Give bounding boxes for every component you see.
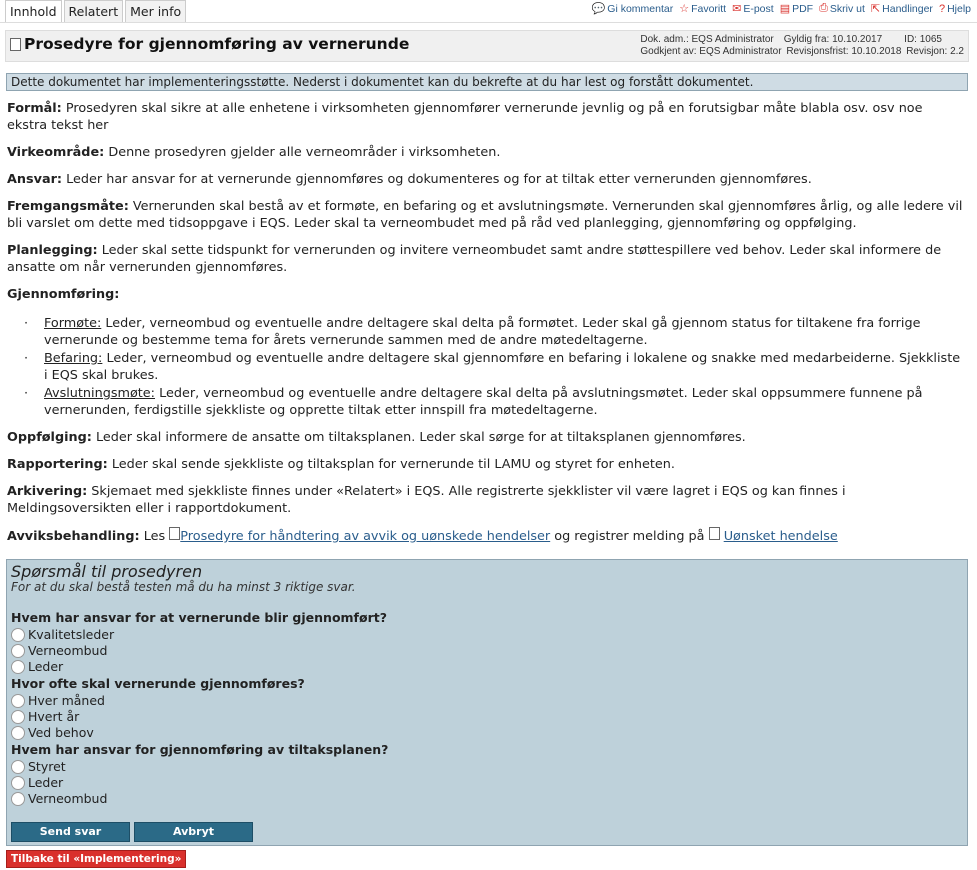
answer-option[interactable] xyxy=(11,627,114,642)
option-label: Ved behov xyxy=(28,725,94,740)
document-icon xyxy=(169,527,180,540)
document-icon xyxy=(10,38,21,51)
meta-revisjon: Revisjon: 2.2 xyxy=(906,46,964,57)
comment-icon: 💬 xyxy=(591,3,606,15)
document-meta xyxy=(640,34,964,58)
section-fremgangsmate xyxy=(7,198,963,232)
tab-innhold[interactable]: Innhold xyxy=(5,0,62,22)
action-label: PDF xyxy=(792,2,814,15)
option-label: Hvert år xyxy=(28,709,80,724)
option-label: Kvalitetsleder xyxy=(28,627,115,642)
answer-option[interactable] xyxy=(11,693,105,708)
list-text: Leder, verneombud og eventuelle andre deltagere skal delta på avslutningsmøtet. Leder skal oppsummere funnene på vernerunden, ferdigstille sjekkliste og opprette tiltak etter innspill fra møtedeltagerne. xyxy=(44,386,923,418)
radio-button[interactable] xyxy=(11,628,25,642)
radio-button[interactable] xyxy=(11,644,25,658)
cancel-button[interactable]: Avbryt xyxy=(134,822,253,842)
quiz-panel xyxy=(6,559,968,846)
page-title xyxy=(10,35,409,53)
document-content xyxy=(7,100,963,555)
meta-godkjent: Godkjent av: EQS Administrator xyxy=(640,46,782,57)
skriv-ut-link[interactable] xyxy=(819,2,865,15)
meta-gyldig: Gyldig fra: 10.10.2017 xyxy=(783,34,883,45)
meta-revisjonsfrist: Revisjonsfrist: 10.10.2018 xyxy=(786,46,902,57)
section-rapportering xyxy=(7,456,963,473)
section-text: Leder skal sende sjekkliste og tiltaksplan for vernerunde til LAMU og styret for enheten. xyxy=(111,457,675,472)
question-3: Hvem har ansvar for gjennomføring av tiltaksplanen? xyxy=(11,742,389,757)
handlinger-link[interactable] xyxy=(871,2,933,15)
action-label: Favoritt xyxy=(691,2,727,15)
implementation-notice: Dette dokumentet har implementeringsstøtte. Nederst i dokumentet kan du bekrefte at du har lest og forstått dokumentet. xyxy=(6,73,968,91)
gi-kommentar-link[interactable] xyxy=(592,2,674,15)
option-label: Verneombud xyxy=(28,643,108,658)
list-item xyxy=(44,385,963,419)
uonsket-hendelse-link[interactable]: Uønsket hendelse xyxy=(723,529,838,544)
section-avviksbehandling xyxy=(7,527,963,545)
tab-bar xyxy=(5,0,188,22)
section-label: Oppfølging: xyxy=(7,430,92,445)
option-label: Leder xyxy=(28,659,64,674)
section-label: Avviksbehandling: xyxy=(7,529,140,544)
tab-mer-info[interactable]: Mer info xyxy=(125,0,186,22)
radio-button[interactable] xyxy=(11,726,25,740)
answer-option[interactable] xyxy=(11,775,63,790)
star-icon: ☆ xyxy=(679,3,690,15)
section-label: Formål: xyxy=(7,101,62,116)
answer-option[interactable] xyxy=(11,659,63,674)
send-answer-button[interactable]: Send svar xyxy=(11,822,130,842)
hjelp-link[interactable] xyxy=(939,2,971,15)
mail-icon: ✉ xyxy=(732,3,742,15)
answer-option[interactable] xyxy=(11,759,66,774)
section-label: Planlegging: xyxy=(7,243,98,258)
section-formal xyxy=(7,100,963,134)
gjennomforing-list xyxy=(7,315,963,419)
question-1: Hvem har ansvar for at vernerunde blir gjennomført? xyxy=(11,610,387,625)
answer-option[interactable] xyxy=(11,725,94,740)
radio-button[interactable] xyxy=(11,792,25,806)
tab-relatert[interactable]: Relatert xyxy=(64,0,124,22)
section-planlegging xyxy=(7,242,963,276)
favoritt-link[interactable] xyxy=(679,2,726,15)
radio-button[interactable] xyxy=(11,660,25,674)
tab-divider xyxy=(0,22,977,23)
section-text: Leder har ansvar for at vernerunde gjennomføres og dokumenteres og for at tiltak etter vernerunden gjennomføres. xyxy=(66,172,812,187)
action-label: Gi kommentar xyxy=(607,2,674,15)
action-label: Hjelp xyxy=(947,2,971,15)
option-label: Hver måned xyxy=(28,693,105,708)
list-item xyxy=(44,350,963,384)
section-label: Rapportering: xyxy=(7,457,108,472)
section-label: Gjennomføring: xyxy=(7,287,120,302)
option-label: Styret xyxy=(28,759,66,774)
help-icon: ? xyxy=(938,2,946,15)
list-term: Befaring: xyxy=(44,351,103,366)
pdf-icon: ▤ xyxy=(779,3,791,15)
form-icon xyxy=(709,527,720,540)
back-to-implementation-button[interactable]: Tilbake til «Implementering» xyxy=(6,850,186,868)
section-text: Vernerunden skal bestå av et formøte, en befaring og et avslutningsmøte. Vernerunden skal gjennomføres årlig, og alle ledere vil bli varslet om dette med tidsoppgave i EQS. Leder skal ta verneombudet med på råd ved planlegging, gjennomføring og oppfølging. xyxy=(7,199,963,231)
answer-option[interactable] xyxy=(11,791,107,806)
action-bar xyxy=(592,2,971,15)
section-oppfolging xyxy=(7,429,963,446)
section-arkivering xyxy=(7,483,963,517)
section-virkeomrade xyxy=(7,144,963,161)
section-text: Prosedyren skal sikre at alle enhetene i virksomheten gjennomfører vernerunde jevnlig og på en forutsigbar måte blabla osv. osv noe ekstra tekst her xyxy=(7,101,923,133)
section-text: Leder skal sette tidspunkt for vernerunden og invitere verneombudet samt andre støttespillere ved behov. Leder skal informere de ansatte om når vernerunden gjennomføres. xyxy=(7,243,942,275)
radio-button[interactable] xyxy=(11,760,25,774)
section-label: Virkeområde: xyxy=(7,145,105,160)
option-label: Leder xyxy=(28,775,64,790)
section-ansvar xyxy=(7,171,963,188)
list-text: Leder, verneombud og eventuelle andre deltagere skal delta på formøtet. Leder skal gå gjennom status for tiltakene fra forrige vernerunde og bestemme tema for årets vernerunde sammen med de andre møtedeltagerne. xyxy=(44,316,921,348)
section-text: Skjemaet med sjekkliste finnes under «Relatert» i EQS. Alle registrerte sjekklister vil være lagret i EQS og kan finnes i Meldingsoversikten eller i rapportdokument. xyxy=(7,484,846,516)
action-label: Handlinger xyxy=(882,2,933,15)
external-icon: ⇱ xyxy=(870,3,881,15)
section-label: Fremgangsmåte: xyxy=(7,199,129,214)
page-title-text: Prosedyre for gjennomføring av vernerunde xyxy=(24,35,410,53)
answer-option[interactable] xyxy=(11,709,79,724)
radio-button[interactable] xyxy=(11,710,25,724)
avvik-procedure-link[interactable]: Prosedyre for håndtering av avvik og uønskede hendelser xyxy=(180,529,551,544)
epost-link[interactable] xyxy=(732,2,774,15)
radio-button[interactable] xyxy=(11,694,25,708)
meta-id: ID: 1065 xyxy=(904,34,942,45)
document-header xyxy=(5,30,969,62)
radio-button[interactable] xyxy=(11,776,25,790)
section-text: Les xyxy=(143,529,166,544)
list-term: Formøte: xyxy=(44,316,102,331)
quiz-title: Spørsmål til prosedyren xyxy=(11,562,203,581)
answer-option[interactable] xyxy=(11,643,107,658)
section-label: Ansvar: xyxy=(7,172,63,187)
section-text: Denne prosedyren gjelder alle verneområder i virksomheten. xyxy=(108,145,501,160)
option-label: Verneombud xyxy=(28,791,108,806)
section-text: Leder skal informere de ansatte om tiltaksplanen. Leder skal sørge for at tiltaksplanen gjennomføres. xyxy=(95,430,746,445)
list-item xyxy=(44,315,963,349)
list-term: Avslutningsmøte: xyxy=(44,386,155,401)
section-gjennomforing xyxy=(7,286,963,303)
pdf-link[interactable] xyxy=(780,2,813,15)
action-label: Skriv ut xyxy=(829,2,865,15)
meta-doc-adm: Dok. adm.: EQS Administrator xyxy=(640,34,774,45)
list-text: Leder, verneombud og eventuelle andre deltagere skal gjennomføre en befaring i lokalene og snakke med medarbeiderne. Sjekkliste i EQS skal brukes. xyxy=(44,351,961,383)
quiz-subtitle: For at du skal bestå testen må du ha minst 3 riktige svar. xyxy=(11,580,356,594)
action-label: E-post xyxy=(743,2,774,15)
print-icon: ⎙ xyxy=(819,2,828,14)
section-label: Arkivering: xyxy=(7,484,88,499)
section-text: og registrer melding på xyxy=(554,529,705,544)
question-2: Hvor ofte skal vernerunde gjennomføres? xyxy=(11,676,305,691)
